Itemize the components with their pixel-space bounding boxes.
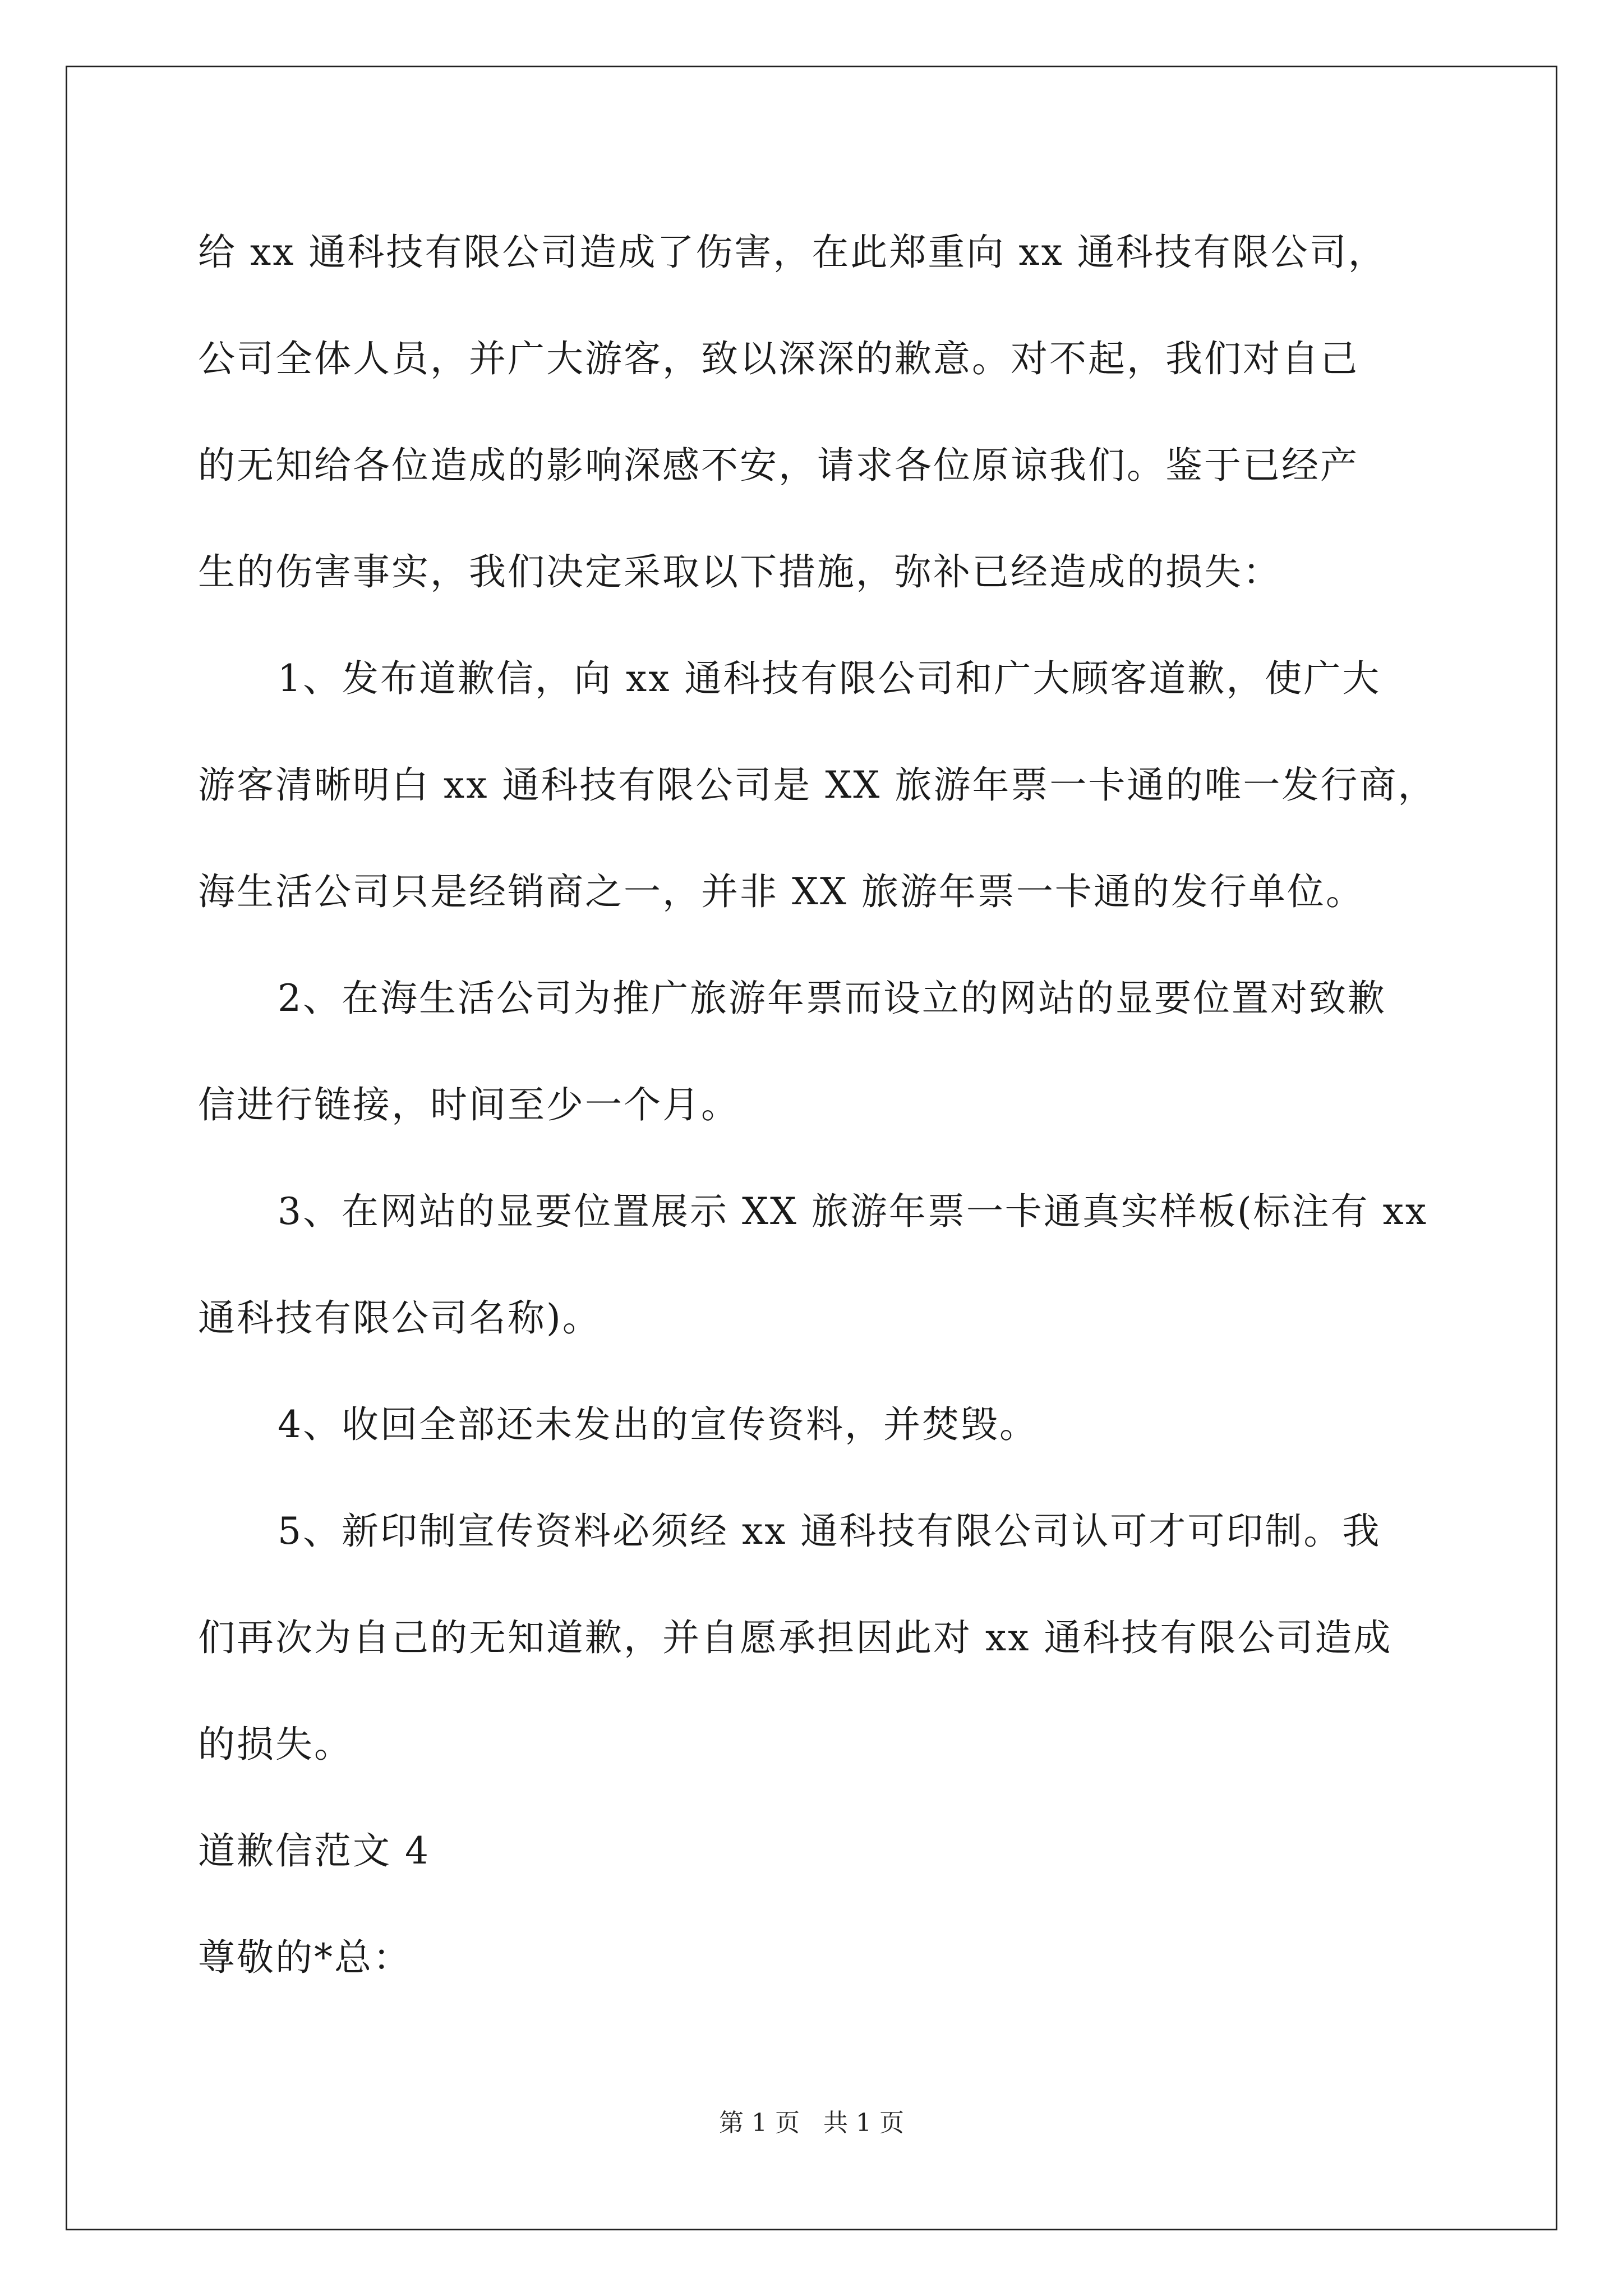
- list-item-3: 3、在网站的显要位置展示 XX 旅游年票一卡通真实样板(标注有 xx: [278, 1190, 1428, 1233]
- page-footer: [0, 2106, 1623, 2140]
- list-item-5: 5、新印制宣传资料必须经 xx 通科技有限公司认可才可印制。我: [278, 1510, 1381, 1553]
- list-item-4: 4、收回全部还未发出的宣传资料，并焚毁。: [278, 1403, 1038, 1446]
- page-border: [66, 66, 1557, 2230]
- paragraph-line: 们再次为自己的无知道歉，并自愿承担因此对 xx 通科技有限公司造成: [198, 1616, 1393, 1659]
- paragraph-line: 的损失。: [198, 1723, 353, 1766]
- paragraph-line: 生的伤害事实，我们决定采取以下措施，弥补已经造成的损失：: [198, 550, 1281, 593]
- paragraph-line: 给 xx 通科技有限公司造成了伤害，在此郑重向 xx 通科技有限公司，: [198, 231, 1387, 274]
- paragraph-line: 公司全体人员，并广大游客，致以深深的歉意。对不起，我们对自己: [198, 337, 1359, 380]
- paragraph-line: 信进行链接，时间至少一个月。: [198, 1083, 740, 1126]
- paragraph-line: 通科技有限公司名称)。: [198, 1296, 601, 1340]
- list-item-2: 2、在海生活公司为推广旅游年票而设立的网站的显要位置对致歉: [278, 977, 1386, 1020]
- paragraph-line: 海生活公司只是经销商之一，并非 XX 旅游年票一卡通的发行单位。: [198, 870, 1364, 913]
- list-item-1: 1、发布道歉信，向 xx 通科技有限公司和广大顾客道歉，使广大: [278, 657, 1381, 700]
- paragraph-line: 的无知给各位造成的影响深感不安，请求各位原谅我们。鉴于已经产: [198, 444, 1359, 487]
- page-total: 共 1 页: [823, 2109, 904, 2137]
- section-heading: 道歉信范文 4: [198, 1829, 430, 1872]
- salutation: 尊敬的*总：: [198, 1936, 412, 1979]
- page-number: 第 1 页: [719, 2109, 800, 2137]
- paragraph-line: 游客清晰明白 xx 通科技有限公司是 XX 旅游年票一卡通的唯一发行商，: [198, 763, 1437, 807]
